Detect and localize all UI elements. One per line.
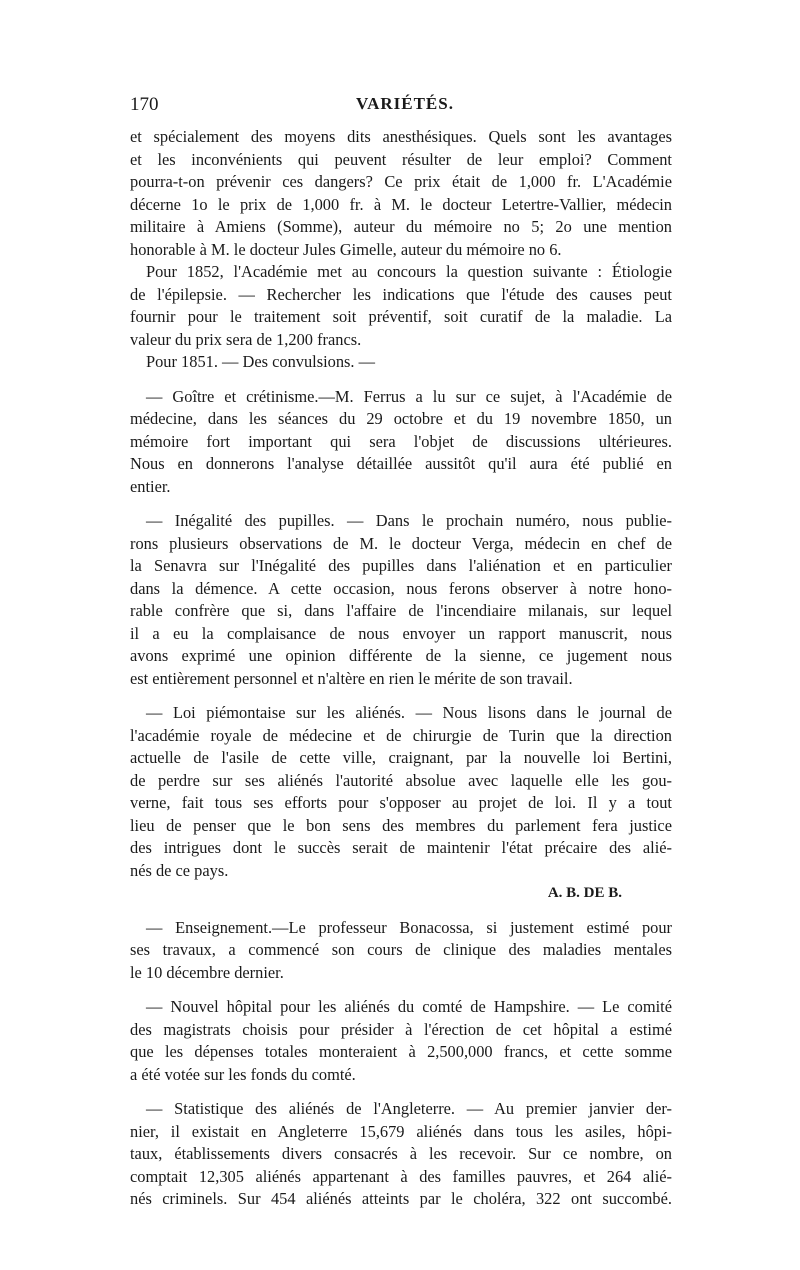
running-title: VARIÉTÉS. (356, 94, 454, 113)
paragraph-gap (130, 374, 672, 386)
text-line: taux, établissements divers consacrés à les recevoir. Sur ce nombre, on (130, 1144, 672, 1163)
text-line: que les dépenses totales monteraient à 2,500,000 francs, et cette somme (130, 1042, 672, 1061)
text-line: Pour 1852, l'Académie met au concours la question suivante : Étiologie (146, 262, 672, 281)
text-line: — Statistique des aliénés de l'Angleterre. — Au premier janvier der- (146, 1099, 672, 1118)
text-line: de l'épilepsie. — Rechercher les indications que l'étude des causes peut (130, 284, 672, 304)
page-header (130, 94, 670, 118)
text-line: il a eu la complaisance de nous envoyer un rapport manuscrit, nous (130, 623, 672, 643)
text-line: valeur du prix sera de 1,200 francs. (130, 329, 362, 349)
text-line: le 10 décembre dernier. (130, 962, 284, 982)
page-body (130, 126, 672, 1211)
text-line: fournir pour le traitement soit préventif, soit curatif de la maladie. La (130, 307, 672, 326)
text-line: de perdre sur ses aliénés l'autorité absolue avec laquelle elle les gou- (130, 770, 672, 790)
text-line: avons exprimé une opinion différente de la sienne, ce jugement nous (130, 646, 672, 665)
text-line: — Inégalité des pupilles. — Dans le prochain numéro, nous publie- (146, 511, 672, 530)
text-line: est entièrement personnel et n'altère en rien le mérite de son travail. (130, 668, 573, 688)
text-line: lieu de penser que le bon sens des membres du parlement fera justice (130, 815, 672, 835)
text-line: nés de ce pays. (130, 860, 229, 880)
text-line: pourra-t-on prévenir ces dangers? Ce prix était de 1,000 fr. L'Académie (130, 172, 672, 191)
text-line: des magistrats choisis pour présider à l'érection de cet hôpital a estimé (130, 1019, 672, 1039)
text-line: — Enseignement.—Le professeur Bonacossa, si justement estimé pour (146, 917, 672, 937)
text-line: la Senavra sur l'Inégalité des pupilles dans l'aliénation et en particulier (130, 556, 672, 575)
text-line: — Goître et crétinisme.—M. Ferrus a lu sur ce sujet, à l'Académie de (146, 386, 672, 406)
text-line: et spécialement des moyens dits anesthésiques. Quels sont les avantages (130, 127, 672, 146)
paragraph-gap (130, 984, 672, 996)
text-line: et les inconvénients qui peuvent résulter de leur emploi? Comment (130, 149, 672, 169)
text-line: actuelle de l'asile de cette ville, craignant, par la nouvelle loi Bertini, (130, 748, 672, 767)
text-line: — Nouvel hôpital pour les aliénés du comté de Hampshire. — Le comité (146, 997, 672, 1016)
text-line: décerne 1o le prix de 1,000 fr. à M. le docteur Letertre-Vallier, médecin (130, 194, 672, 214)
text-line: a été votée sur les fonds du comté. (130, 1064, 356, 1084)
text-line: comptait 12,305 aliénés appartenant à des familles pauvres, et 264 alié- (130, 1166, 672, 1186)
paragraph-gap (130, 1086, 672, 1098)
text-line: rable confrère que si, dans l'affaire de l'incendiaire milanais, sur lequel (130, 601, 672, 620)
text-line: Nous en donnerons l'analyse détaillée aussitôt qu'il aura été publié en (130, 454, 672, 473)
text-line: rons plusieurs observations de M. le docteur Verga, médecin en chef de (130, 533, 672, 553)
paragraph-gap (130, 690, 672, 702)
paragraph-gap (130, 498, 672, 510)
text-line: mémoire fort important qui sera l'objet de discussions ultérieures. (130, 431, 672, 451)
text-line: nés criminels. Sur 454 aliénés atteints par le choléra, 322 ont succombé. (130, 1189, 672, 1208)
paragraph-gap (130, 905, 672, 917)
text-line: ses travaux, a commencé son cours de clinique des maladies mentales (130, 940, 672, 959)
text-line: entier. (130, 476, 171, 496)
text-line: l'académie royale de médecine et de chirurgie de Turin que la direction (130, 725, 672, 745)
page-number: 170 (130, 94, 159, 115)
text-line: des intrigues dont le succès serait de maintenir l'état précaire des alié- (130, 838, 672, 857)
text-line: Pour 1851. — Des convulsions. — (146, 352, 376, 371)
text-line: honorable à M. le docteur Jules Gimelle, auteur du mémoire no 6. (130, 239, 562, 259)
text-line: médecine, dans les séances du 29 octobre et du 19 novembre 1850, un (130, 409, 672, 428)
text-line: dans la démence. A cette occasion, nous ferons observer à notre hono- (130, 578, 672, 598)
text-line: — Loi piémontaise sur les aliénés. — Nous lisons dans le journal de (146, 703, 672, 722)
text-line: verne, fait tous ses efforts pour s'opposer au projet de loi. Il y a tout (130, 793, 672, 812)
author-signature: A. B. DE B. (547, 885, 622, 901)
text-line: nier, il existait en Angleterre 15,679 aliénés dans tous les asiles, hôpi- (130, 1121, 672, 1141)
text-line: militaire à Amiens (Somme), auteur du mémoire no 5; 2o une mention (130, 217, 672, 236)
